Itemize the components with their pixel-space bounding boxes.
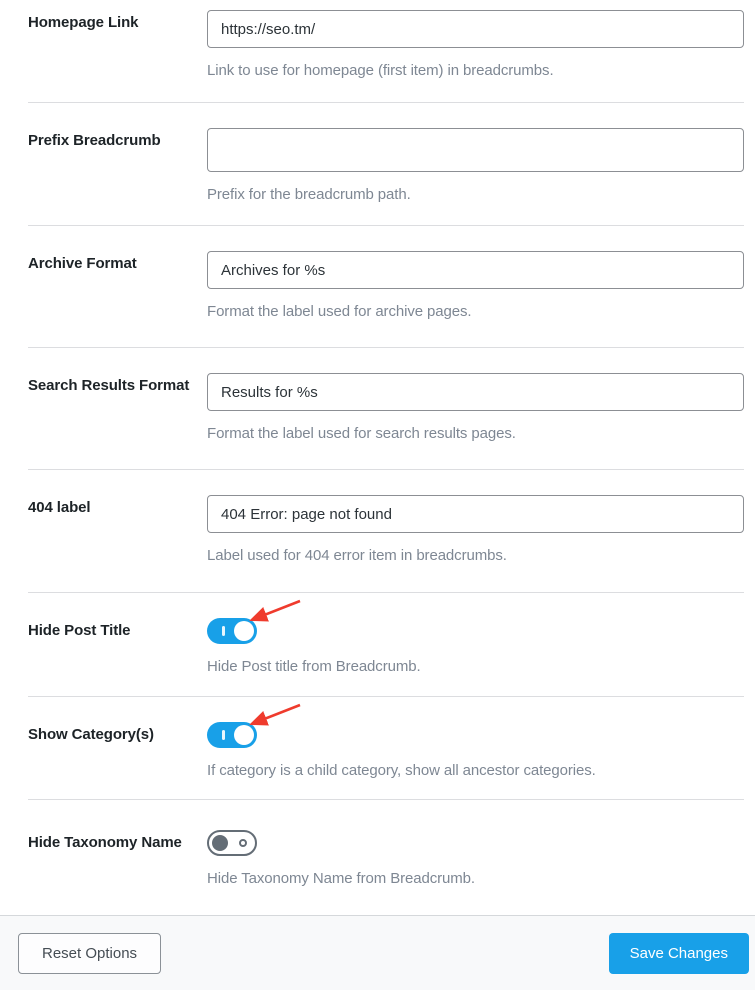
field-label: Homepage Link xyxy=(28,14,139,31)
help-text: Format the label used for search results pages. xyxy=(207,425,516,442)
field-label: Archive Format xyxy=(28,255,137,272)
help-text: Label used for 404 error item in breadcrumbs. xyxy=(207,547,507,564)
field-area xyxy=(207,618,744,697)
field-area xyxy=(207,251,744,348)
field-area xyxy=(207,830,744,915)
settings-row xyxy=(0,226,755,348)
hide-post-title-toggle[interactable] xyxy=(207,618,257,644)
toggle-knob xyxy=(234,725,254,745)
field-area xyxy=(207,722,744,800)
help-text: Prefix for the breadcrumb path. xyxy=(207,186,411,203)
settings-row xyxy=(0,697,755,800)
hide-taxonomy-name-toggle[interactable] xyxy=(207,830,257,856)
field-label: Hide Post Title xyxy=(28,622,131,639)
toggle-on-bar xyxy=(222,626,225,636)
help-text: Hide Post title from Breadcrumb. xyxy=(207,658,421,675)
help-text: Hide Taxonomy Name from Breadcrumb. xyxy=(207,870,475,887)
toggle-area xyxy=(207,722,744,748)
homepage-link-input[interactable] xyxy=(207,10,744,48)
help-text: Format the label used for archive pages. xyxy=(207,303,472,320)
settings-row xyxy=(0,103,755,226)
settings-row xyxy=(0,800,755,915)
search-results-format-input[interactable] xyxy=(207,373,744,411)
footer-bar xyxy=(0,915,755,990)
toggle-knob xyxy=(234,621,254,641)
toggle-on-bar xyxy=(222,730,225,740)
save-changes-button[interactable]: Save Changes xyxy=(609,933,749,974)
help-text: Link to use for homepage (first item) in breadcrumbs. xyxy=(207,62,554,79)
settings-row xyxy=(0,593,755,697)
archive-format-input[interactable] xyxy=(207,251,744,289)
prefix-breadcrumb-input[interactable] xyxy=(207,128,744,172)
field-area xyxy=(207,373,744,470)
toggle-off-ring xyxy=(239,839,247,847)
help-text: If category is a child category, show all ancestor categories. xyxy=(207,762,596,779)
field-label: Prefix Breadcrumb xyxy=(28,132,161,149)
settings-row xyxy=(0,470,755,593)
404-label-input[interactable] xyxy=(207,495,744,533)
field-area xyxy=(207,495,744,593)
reset-options-button[interactable]: Reset Options xyxy=(18,933,161,974)
field-label: Search Results Format xyxy=(28,377,190,394)
field-label: Hide Taxonomy Name xyxy=(28,834,182,851)
toggle-knob xyxy=(212,835,228,851)
show-category-s-toggle[interactable] xyxy=(207,722,257,748)
settings-row xyxy=(0,348,755,470)
field-area xyxy=(207,10,744,103)
field-area xyxy=(207,128,744,226)
toggle-area xyxy=(207,618,744,644)
toggle-area xyxy=(207,830,744,856)
field-label: Show Category(s) xyxy=(28,726,154,743)
settings-row xyxy=(0,0,755,103)
field-label: 404 label xyxy=(28,499,91,516)
